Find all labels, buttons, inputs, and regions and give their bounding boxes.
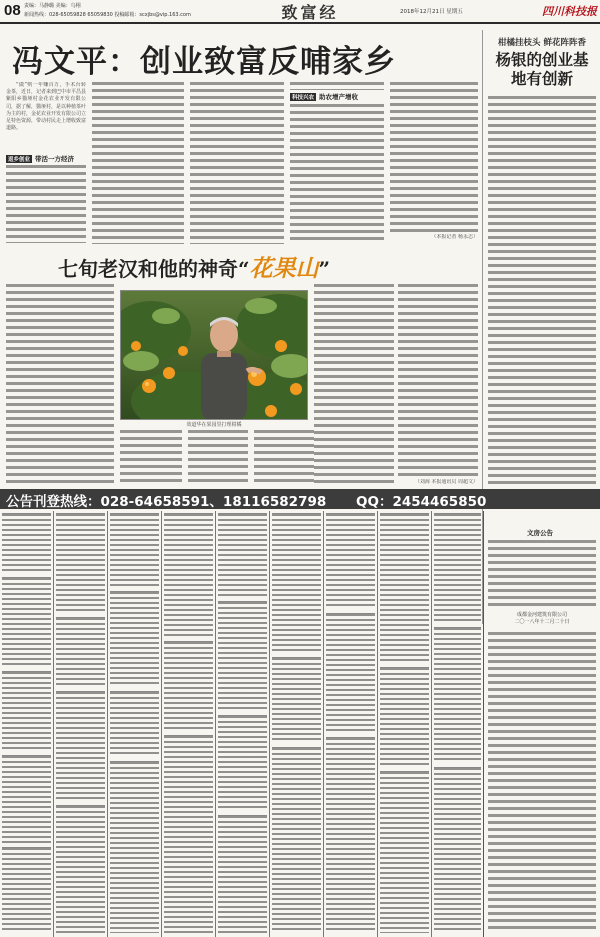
- article-column-1: [6, 165, 86, 243]
- notice-signature: 成都金河建筑有限公司 二〇一八年十二月二十日: [514, 612, 570, 625]
- feature-column-1: [6, 284, 114, 486]
- page-number: 08: [4, 2, 21, 19]
- notice-item: [56, 691, 105, 801]
- notice-body: [488, 540, 596, 608]
- banner-qq: QQ：2454465850: [356, 494, 487, 510]
- notice-item: [434, 513, 481, 623]
- announcement-banner: [0, 489, 600, 509]
- notice-item: [326, 513, 375, 609]
- photo-caption: 效道华在果园里打理柑橘: [186, 422, 242, 428]
- feature-column-6: [398, 284, 478, 478]
- notice-item: [218, 513, 267, 597]
- orchard-photo-image: [121, 291, 308, 420]
- notice-item: [434, 627, 481, 763]
- notice-column: [0, 511, 54, 937]
- notice-item: [110, 761, 159, 933]
- article-column-4: [290, 104, 384, 244]
- orchard-photo: [120, 290, 308, 420]
- sidebar-headline: 杨银的创业基地有创新: [495, 50, 589, 88]
- sidebar-body: [488, 96, 596, 488]
- article-subhead: 返乡创业 带活一方经济: [8, 155, 75, 163]
- notice-item: [272, 747, 321, 933]
- notice-item: [2, 755, 51, 843]
- main-headline: 冯文平：创业致富反哺家乡: [12, 44, 396, 80]
- notice-item: [380, 771, 429, 933]
- article-column-5: [390, 82, 478, 232]
- feature-byline: （刘海 本报通讯员 周超文）: [414, 479, 478, 485]
- notice-item: [2, 847, 51, 933]
- article-column-4-top: [290, 82, 384, 90]
- notice-item: [164, 513, 213, 637]
- notice-item: [2, 671, 51, 751]
- notice-item: [218, 815, 267, 933]
- notice-item: [164, 735, 213, 933]
- notice-item: [164, 641, 213, 731]
- contact-line: 新闻热线：028-65059828 65059830 投稿邮箱：scxjbs@vip.163.com: [24, 12, 191, 18]
- notice-column: [270, 511, 324, 937]
- notice-item: [2, 513, 51, 573]
- article-lead: “做”则一年赚百万，手术台转金茶，近日，记者来到巴中市平昌县紫阳乡猫垭村金花农业开发有限公司，据了解，猫垭村，是以种植茶叶为主的村，金花农业开发有限公司立足特色资源，带动村民走上增收致富道路。: [6, 82, 86, 132]
- main-byline: （本报记者 杨永志）: [431, 234, 478, 240]
- notice-title: 文房公告: [527, 529, 553, 537]
- notice-item: [272, 657, 321, 743]
- section-title: 致富经: [281, 3, 339, 22]
- classified-notices: [0, 511, 484, 937]
- sidebar-kicker: 柑橘挂枝头 鲜花阵阵香: [498, 38, 586, 48]
- notice-item: [218, 601, 267, 711]
- notice-column: [378, 511, 432, 937]
- banner-hotline: 公告刊登热线：028-64658591、18116582798: [6, 494, 327, 510]
- article-column-2: [92, 82, 184, 244]
- notice-column: [216, 511, 270, 937]
- feature-headline-accent: 花果山: [249, 255, 319, 282]
- notice-item: [56, 617, 105, 687]
- feature-column-4: [254, 430, 314, 486]
- feature-column-2: [120, 430, 182, 486]
- notice-item: [110, 591, 159, 687]
- notice-column: [432, 511, 484, 937]
- notice-column: [54, 511, 108, 937]
- notice-item: [380, 513, 429, 663]
- notice-item: [380, 667, 429, 767]
- notice-item: [218, 715, 267, 811]
- paper-logo: 四川科技报: [542, 5, 597, 18]
- article-column-3: [190, 82, 284, 244]
- notice-item: [110, 691, 159, 757]
- article-subhead-2: 科技兴农 助农增产增收: [292, 93, 359, 101]
- issue-date: 2018年12月21日 星期五: [400, 9, 463, 15]
- notice-item: [434, 767, 481, 933]
- notice-column: [162, 511, 216, 937]
- notice-item: [110, 513, 159, 587]
- notice-column: [324, 511, 378, 937]
- notice-item: [272, 513, 321, 653]
- notice-lower-body: [488, 632, 596, 932]
- notice-item: [56, 513, 105, 613]
- feature-headline: 七旬老汉和他的神奇“花果山”: [58, 255, 331, 282]
- notice-item: [326, 737, 375, 933]
- editor-line: 责编：马静璐 美编：乌栩: [24, 3, 81, 9]
- notice-item: [56, 805, 105, 933]
- page-header: [0, 0, 600, 24]
- notice-column: [108, 511, 162, 937]
- feature-column-3: [188, 430, 248, 486]
- feature-column-5: [314, 284, 394, 486]
- notice-item: [2, 577, 51, 667]
- notice-item: [326, 613, 375, 733]
